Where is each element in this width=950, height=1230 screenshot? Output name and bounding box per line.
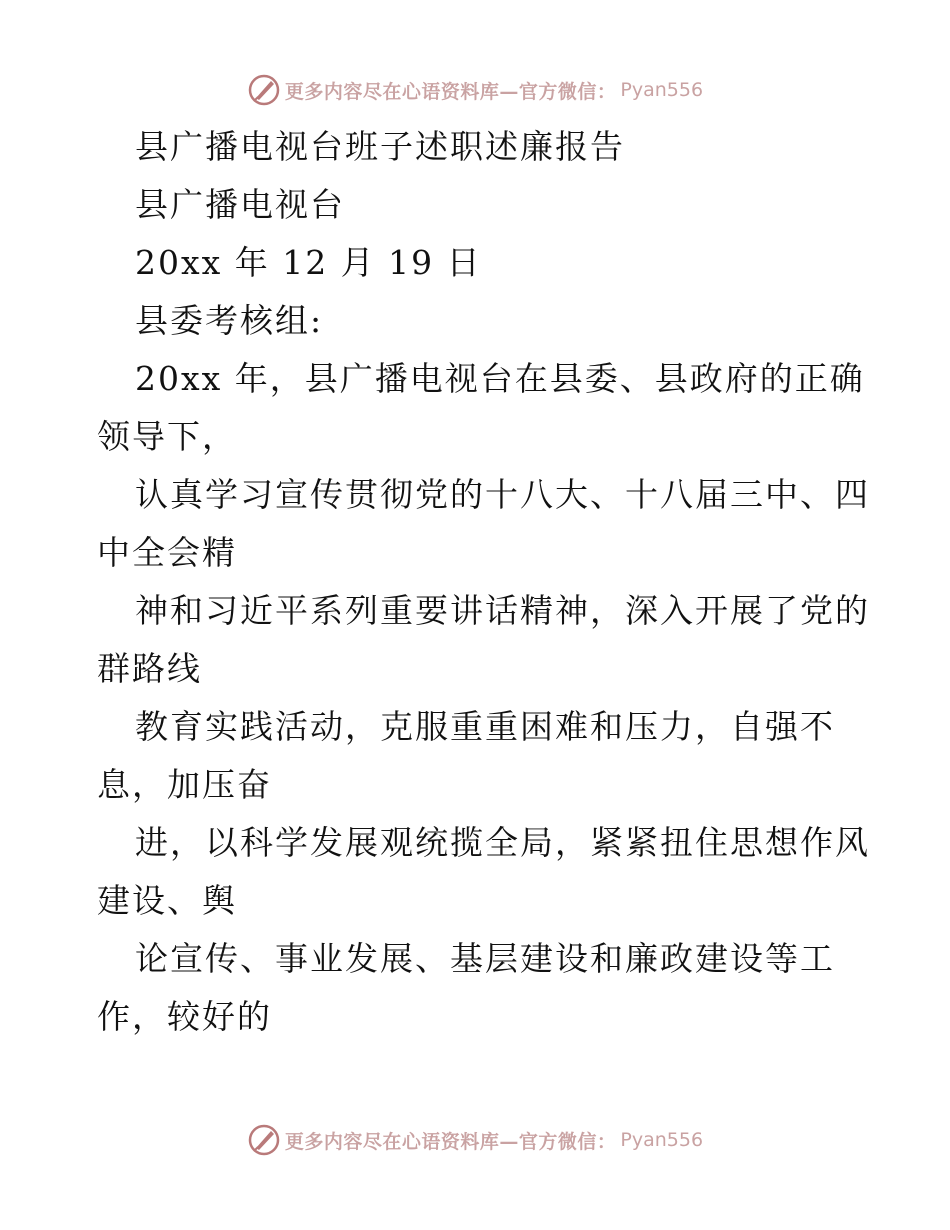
paragraph-line: 领导下， (97, 417, 237, 456)
paragraph-line: 息，加压奋 (97, 765, 272, 804)
watermark-contact: Pyan556 (620, 1129, 704, 1151)
paragraph-line: 进，以科学发展观统揽全局，紧紧扭住思想作风 (135, 823, 870, 862)
watermark-text: 更多内容尽在心语资料库—官方微信： (284, 1130, 617, 1153)
watermark-text: 更多内容尽在心语资料库—官方微信： (284, 80, 617, 103)
paragraph-line: 教育实践活动，克服重重困难和压力，自强不 (135, 707, 835, 746)
paragraph-line: 神和习近平系列重要讲话精神，深入开展了党的 (135, 591, 870, 630)
paragraph-line: 20xx 年，县广播电视台在县委、县政府的正确 (135, 359, 865, 398)
document-date: 20xx 年 12 月 19 日 (135, 243, 482, 282)
paragraph-line: 群路线 (97, 649, 202, 688)
paragraph-line: 认真学习宣传贯彻党的十八大、十八届三中、四 (135, 475, 870, 514)
watermark-contact: Pyan556 (620, 79, 704, 101)
quill-pen-logo-icon (247, 73, 281, 107)
footer-watermark (0, 1120, 950, 1160)
document-salutation: 县委考核组: (135, 301, 324, 340)
paragraph-line: 中全会精 (97, 533, 237, 572)
document-body (97, 118, 870, 1046)
paragraph-line: 论宣传、事业发展、基层建设和廉政建设等工 (135, 939, 835, 978)
document-title: 县广播电视台班子述职述廉报告 (135, 127, 625, 166)
paragraph-line: 作，较好的 (97, 997, 272, 1036)
quill-pen-logo-icon (247, 1123, 281, 1157)
header-watermark (0, 70, 950, 110)
paragraph-line: 建设、舆 (97, 881, 237, 920)
document-author: 县广播电视台 (135, 185, 345, 224)
